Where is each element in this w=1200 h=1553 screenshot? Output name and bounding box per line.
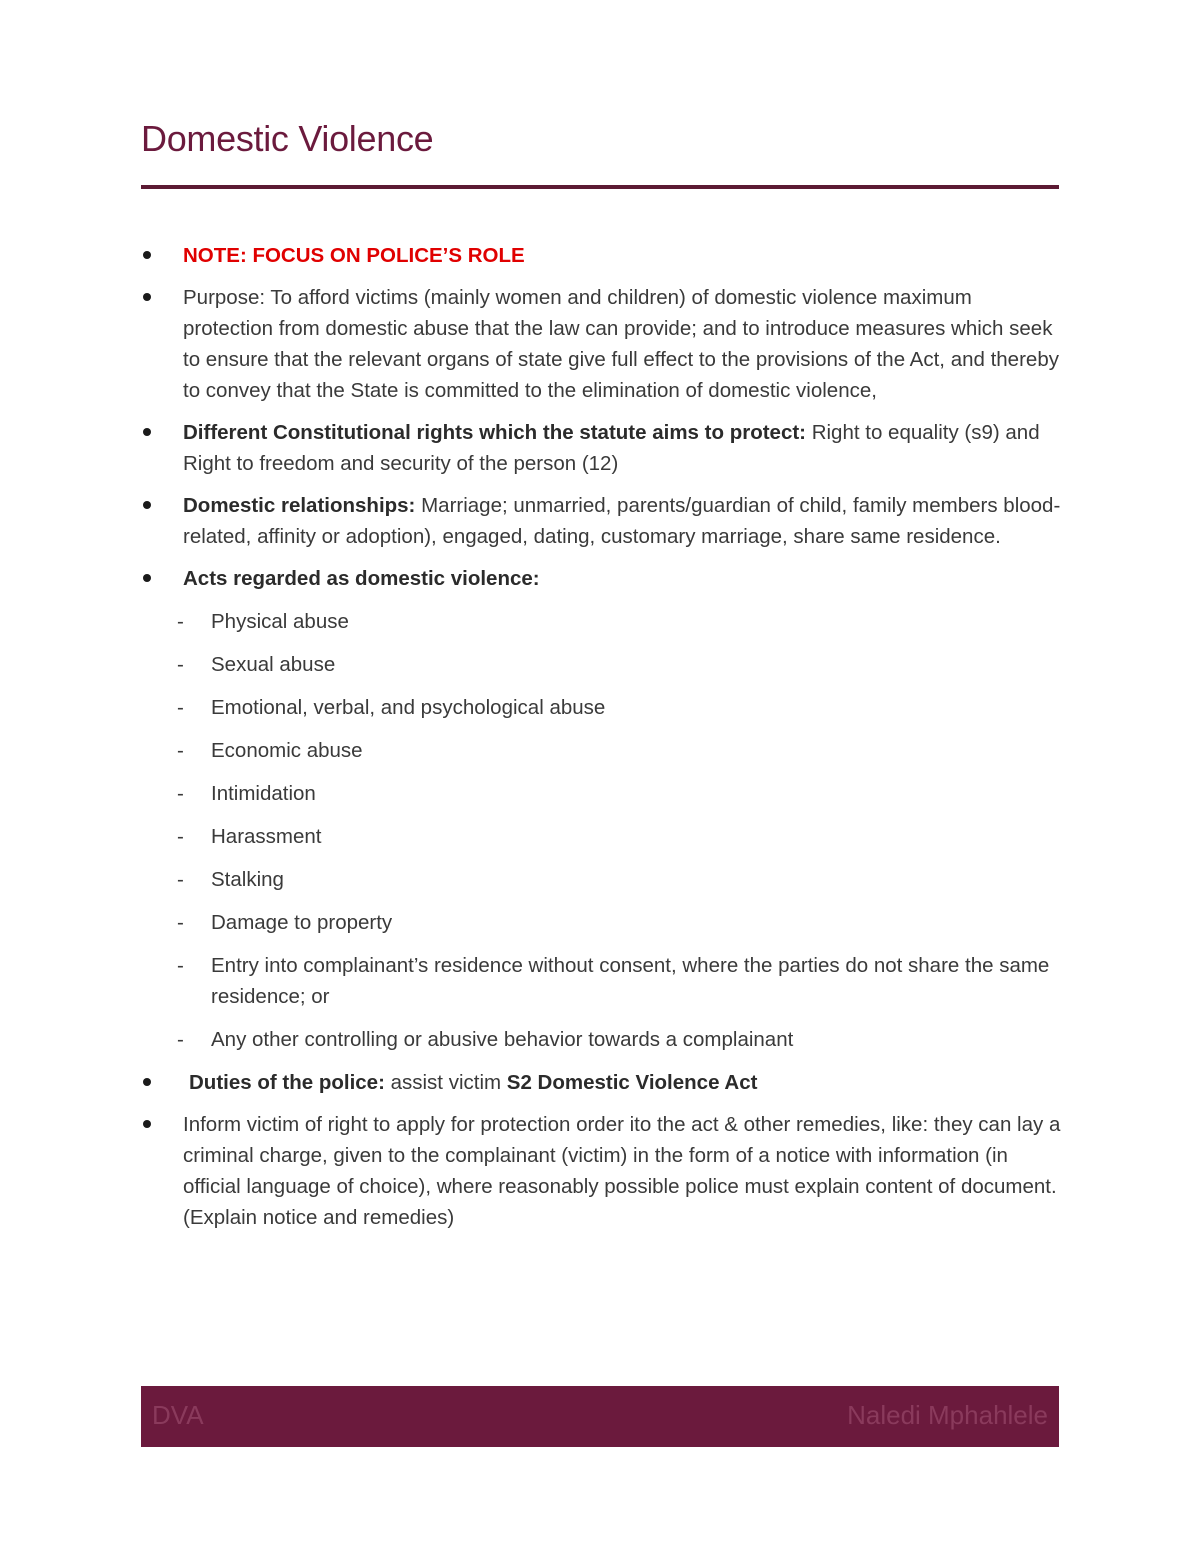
acts-item-text: Sexual abuse — [211, 653, 336, 676]
document-body — [141, 240, 1066, 1244]
acts-item — [176, 692, 1066, 723]
title-divider — [141, 185, 1059, 189]
acts-item — [176, 735, 1066, 766]
bullet-icon — [143, 1078, 151, 1086]
relationships-label: Domestic relationships: — [183, 494, 416, 517]
page-title: Domestic Violence — [141, 118, 434, 159]
acts-item-text: Intimidation — [211, 782, 316, 805]
acts-item — [176, 950, 1066, 1012]
list-item-inform — [141, 1109, 1066, 1233]
list-item-rights — [141, 417, 1066, 479]
list-item-duties — [141, 1067, 1066, 1098]
acts-item-text: Any other controlling or abusive behavior towards a complainant — [211, 1028, 794, 1051]
bullet-icon — [143, 1120, 151, 1128]
dash-icon: - — [177, 610, 184, 633]
acts-item — [176, 864, 1066, 895]
dash-icon: - — [177, 653, 184, 676]
list-item-note — [141, 240, 1066, 271]
rights-label: Different Constitutional rights which the statute aims to protect: — [183, 421, 806, 444]
acts-label: Acts regarded as domestic violence: — [183, 567, 540, 590]
dash-icon: - — [177, 954, 184, 977]
bullet-list — [141, 240, 1066, 1233]
bullet-icon — [143, 251, 151, 259]
acts-item-text: Harassment — [211, 825, 322, 848]
dash-icon: - — [177, 911, 184, 934]
acts-item-text: Damage to property — [211, 911, 393, 934]
dash-icon: - — [177, 696, 184, 719]
acts-item — [176, 821, 1066, 852]
inform-text: Inform victim of right to apply for protection order ito the act & other remedies, like: they can lay a criminal charge, given to the complainant (victim) in the form of a notice with information (in official language of choice), where reasonably possible police must explain content of document. (Explain notice and remedies) — [183, 1113, 1061, 1229]
acts-item-text: Entry into complainant’s residence without consent, where the parties do not share the same residence; or — [211, 954, 1050, 1008]
relationships-text: Marriage; unmarried, parents/guardian of child, family members blood-related, affinity or adoption), engaged, dating, customary marriage, share same residence. — [183, 494, 1061, 548]
dash-icon: - — [177, 868, 184, 891]
duties-text: assist victim — [384, 1071, 507, 1094]
bullet-icon — [143, 501, 151, 509]
acts-item — [176, 606, 1066, 637]
list-item-purpose — [141, 282, 1066, 406]
dash-icon: - — [177, 739, 184, 762]
bullet-icon — [143, 574, 151, 582]
duties-label: Duties of the police: — [189, 1071, 385, 1094]
acts-item-text: Economic abuse — [211, 739, 363, 762]
acts-item — [176, 649, 1066, 680]
rights-text: Right to equality (s9) and Right to freedom and security of the person (12) — [183, 421, 1040, 475]
dash-icon: - — [177, 1028, 184, 1051]
dash-icon: - — [177, 825, 184, 848]
purpose-text: Purpose: To afford victims (mainly women and children) of domestic violence maximum protection from domestic abuse that the law can provide; and to introduce measures which seek to ensure that the relevant organs of state give full effect to the provisions of the Act, and thereby to convey that the State is committed to the elimination of domestic violence, — [183, 286, 1059, 402]
bullet-icon — [143, 428, 151, 436]
footer-left-text: DVA — [152, 1400, 204, 1430]
note-text: NOTE: FOCUS ON POLICE’S ROLE — [183, 244, 525, 267]
duties-reference: S2 Domestic Violence Act — [506, 1071, 758, 1094]
acts-item — [176, 1024, 1066, 1055]
acts-item-text: Physical abuse — [211, 610, 349, 633]
acts-list — [176, 606, 1066, 1055]
footer-author: Naledi Mphahlele — [847, 1400, 1048, 1430]
page-footer — [141, 1386, 1059, 1447]
acts-item-text: Emotional, verbal, and psychological abuse — [211, 696, 606, 719]
acts-item-text: Stalking — [211, 868, 284, 891]
list-item-relationships — [141, 490, 1066, 552]
bullet-icon — [143, 293, 151, 301]
list-item-acts — [141, 563, 1066, 1055]
acts-item — [176, 778, 1066, 809]
acts-item — [176, 907, 1066, 938]
dash-icon: - — [177, 782, 184, 805]
